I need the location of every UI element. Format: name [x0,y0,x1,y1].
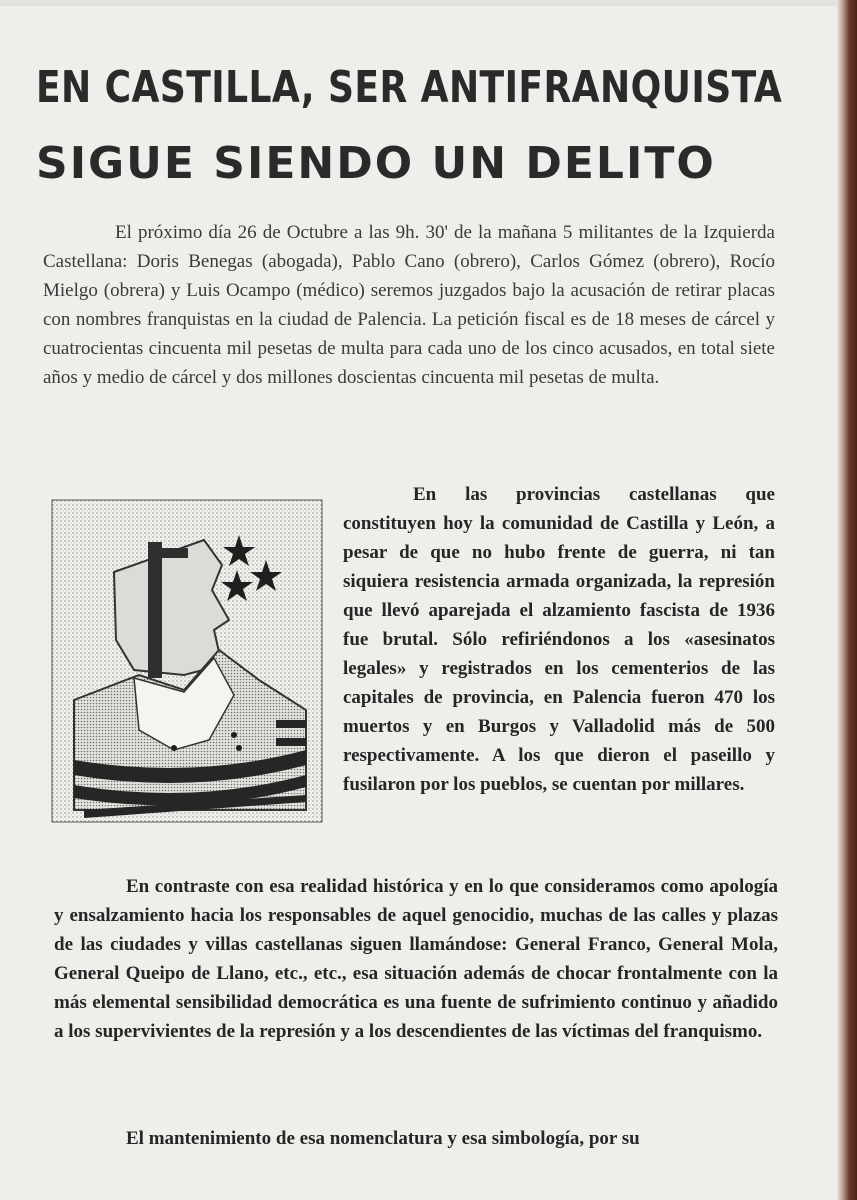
page-top-edge [0,0,857,6]
headline-line-2: SIGUE SIENDO UN DELITO [36,138,716,189]
paragraph-4: El mantenimiento de esa nomenclatura y esa simbología, por su [126,1128,640,1149]
paragraph-3: En contraste con esa realidad histórica y en lo que consideramos como apología y ensalzamiento hacia los responsables de aquel genocidio, muchas de las calles y plazas de las ciudades y villas castellanas siguen llamándose: General Franco, General Mola, General Queipo de Llano, etc., etc., esa situación además de chocar frontalmente con la más elemental sensibilidad democrática es una fuente de sufrimiento continuo y añadido a los supervivientes de la represión y a los descendientes de las víctimas del franquismo. [54,876,778,1042]
headline-line-1: EN CASTILLA, SER ANTIFRANQUISTA [36,62,783,113]
paragraph-2: En las provincias castellanas que constituyen hoy la comunidad de Castilla y León, a pesar de que no hubo frente de guerra, ni tan siquiera resistencia armada organizada, la represión que llevó aparejada el alzamiento fascista de 1936 fue brutal. Sólo refiriéndonos a los «asesinatos legales» y registrados en los cementerios de las capitales de provincia, en Palencia fueron 470 los muertos y en Burgos y Valladolid más de 500 respectivamente. A los que dieron el paseillo y fusilaron por los pueblos, se cuentan por millares. [343,484,775,795]
paragraph-1: El próximo día 26 de Octubre a las 9h. 30' de la mañana 5 militantes de la Izquierda Castellana: Doris Benegas (abogada), Pablo Cano (obrero), Carlos Gómez (obrero), Rocío Mielgo (obrera) y Luis Ocampo (médico) seremos juzgados bajo la acusación de retirar placas con nombres franquistas en la ciudad de Palencia. La petición fiscal es de 18 meses de cárcel y cuatrocientas cincuenta mil pesetas de multa para cada uno de los cinco acusados, en total siete años y medio de cárcel y dos millones doscientas cincuenta mil pesetas de multa. [43,222,775,388]
stars-soldier-illustration-icon [44,480,334,830]
page-right-edge [837,0,857,1200]
